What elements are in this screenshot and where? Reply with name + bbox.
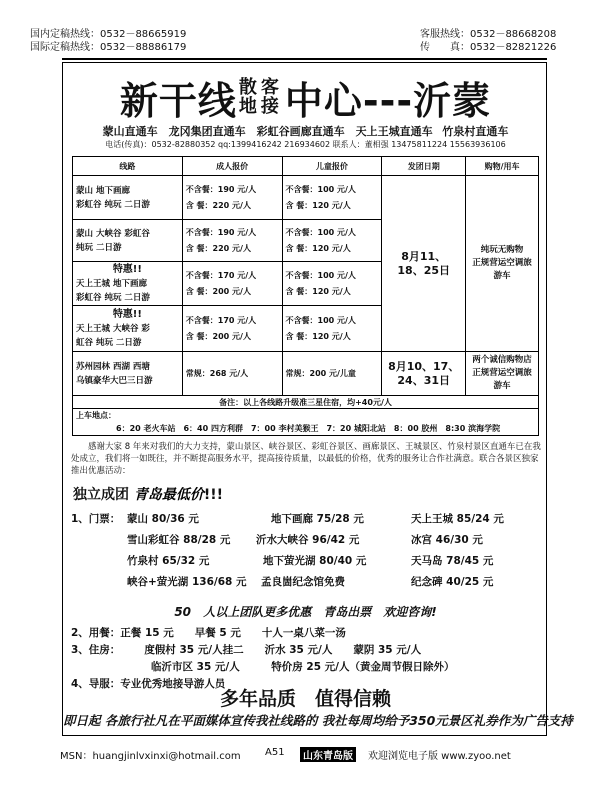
header-child: 儿童报价 bbox=[282, 157, 382, 176]
pickup-label: 上车地点： bbox=[76, 411, 116, 420]
price-line: 含 餐：120 元/人 bbox=[285, 331, 351, 341]
price-line: 含 餐：220 元/人 bbox=[185, 200, 251, 210]
shopping-cell bbox=[466, 352, 539, 396]
route-line: 蒙山 大峡谷 彩虹谷 bbox=[76, 228, 150, 239]
header-shop: 购物/用车 bbox=[466, 157, 539, 176]
stay-label: 3、住房： bbox=[71, 644, 121, 656]
ticket-prices bbox=[71, 511, 541, 595]
child-price-cell: 常规：200 元/儿童 bbox=[282, 352, 382, 396]
price-line: 含 餐：220 元/人 bbox=[185, 243, 251, 253]
child-price-cell bbox=[282, 306, 382, 352]
ticket-label: 1、门票： bbox=[71, 513, 121, 525]
header-route: 线路 bbox=[73, 157, 183, 176]
intro-paragraph: 感谢大家 8 年来对我们的大力支持，蒙山景区、峡谷景区、彩虹谷景区、画廊景区、王城景区、竹泉村景区直通车已在我处成立，我们将一如既往，并不断提高服务水平，提高接待质量，以最低的价格，优秀的服务让合作社满意。联合各景区独家推出优惠活动： bbox=[71, 442, 541, 476]
price-line: 不含餐：190 元/人 bbox=[185, 184, 257, 194]
ticket-item: 天马岛 78/45 元 bbox=[411, 555, 494, 567]
price-line: 不含餐：100 元/人 bbox=[285, 184, 356, 194]
banner-tail: !!! bbox=[203, 487, 224, 503]
title-stack bbox=[239, 78, 283, 116]
route-line: 苏州园林 西湖 西塘 bbox=[76, 361, 150, 372]
route-cell bbox=[73, 262, 183, 306]
quality-slogan: 多年品质 值得信赖 bbox=[219, 688, 391, 710]
ticket-item: 峡谷+萤光湖 136/68 元 bbox=[127, 576, 247, 588]
route-line: 蒙山 地下画廊 bbox=[76, 185, 130, 196]
table-note: 备注：以上各线路升级准三星住宿，均+40元/人 bbox=[73, 396, 539, 409]
lowest-price-banner bbox=[73, 484, 223, 504]
service-hotline: 客服热线：0532－88668208 bbox=[420, 29, 557, 40]
stay-detail: 度假村 35 元/人挂二 沂水 35 元/人 蒙阴 35 元/人 bbox=[144, 644, 422, 656]
price-line: 不含餐：100 元/人 bbox=[285, 270, 356, 280]
price-line: 含 餐：200 元/人 bbox=[185, 286, 251, 296]
website-link[interactable]: 欢迎浏览电子版 www.zyoo.net bbox=[368, 751, 511, 762]
ticket-line bbox=[71, 553, 541, 574]
domestic-hotlines bbox=[30, 28, 186, 54]
table-row bbox=[73, 352, 539, 396]
route-cell bbox=[73, 306, 183, 352]
services-list bbox=[71, 625, 541, 693]
price-table bbox=[72, 156, 539, 436]
adult-price-cell bbox=[182, 306, 282, 352]
ticket-item: 冰宫 46/30 元 bbox=[411, 534, 483, 546]
route-cell bbox=[73, 176, 183, 220]
child-price-cell bbox=[282, 262, 382, 306]
price-line: 含 餐：200 元/人 bbox=[185, 331, 251, 341]
route-list: 蒙山直通车 龙冈集团直通车 彩虹谷画廊直通车 天上王城直通车 竹泉村直通车 bbox=[102, 125, 509, 138]
banner-lead: 独立成团 bbox=[73, 487, 129, 503]
ticket-item: 雪山彩虹谷 88/28 元 bbox=[127, 534, 231, 546]
header-date: 发团日期 bbox=[382, 157, 466, 176]
route-line: 天上王城 大峡谷 彩 bbox=[76, 323, 150, 334]
shop-line: 正规营运空调旅游车 bbox=[472, 258, 532, 281]
adult-price-cell bbox=[182, 262, 282, 306]
special-offer-tag: 特惠!! bbox=[112, 308, 142, 320]
banner-highlight: 青岛最低价 bbox=[133, 487, 204, 503]
route-cell bbox=[73, 352, 183, 396]
top-divider bbox=[62, 58, 547, 60]
child-price-cell bbox=[282, 220, 382, 262]
price-line: 不含餐：100 元/人 bbox=[285, 315, 356, 325]
special-offer-tag: 特惠!! bbox=[112, 263, 142, 275]
note-row bbox=[73, 396, 539, 409]
adult-price-cell bbox=[182, 176, 282, 220]
stay-line-2: 临沂市区 35 元/人 特价房 25 元/人（黄金周节假日除外） bbox=[151, 661, 455, 673]
ticket-item: 地下萤光湖 80/40 元 bbox=[263, 555, 367, 567]
ticket-line bbox=[71, 574, 541, 595]
departure-date-cell bbox=[382, 176, 466, 352]
title-right: 中心---沂蒙 bbox=[284, 78, 492, 123]
ticket-item: 竹泉村 65/32 元 bbox=[127, 555, 210, 567]
adult-price-cell bbox=[182, 220, 282, 262]
ad-support-notice: 即日起 各旅行社凡在平面媒体宣传我社线路的 我社每周均给予350元景区礼券作为广告支持 bbox=[63, 713, 573, 728]
station-row bbox=[73, 409, 539, 436]
page-title bbox=[63, 71, 548, 123]
title-left: 新干线 bbox=[119, 78, 237, 123]
child-price-cell bbox=[282, 176, 382, 220]
table-row bbox=[73, 176, 539, 220]
ticket-item: 孟良崮纪念馆免费 bbox=[261, 576, 345, 588]
route-line: 乌镇豪华大巴三日游 bbox=[76, 375, 153, 386]
route-line: 纯玩 二日游 bbox=[76, 242, 122, 253]
shop-line: 两个诚信购物店 bbox=[472, 355, 532, 365]
adult-price-cell: 常规：268 元/人 bbox=[182, 352, 282, 396]
price-line: 不含餐：170 元/人 bbox=[185, 270, 257, 280]
page-number: A51 bbox=[265, 747, 285, 758]
date-line: 8月11、 bbox=[401, 249, 447, 263]
ticket-item: 纪念碑 40/25 元 bbox=[411, 576, 494, 588]
msn-contact: MSN：huangjinlvxinxi@hotmail.com bbox=[60, 751, 241, 762]
ticket-item: 蒙山 80/36 元 bbox=[127, 513, 199, 525]
stay-line bbox=[71, 642, 541, 659]
ticket-item: 沂水大峡谷 96/42 元 bbox=[256, 534, 360, 546]
price-line: 含 餐：120 元/人 bbox=[285, 243, 351, 253]
pickup-cell bbox=[73, 409, 539, 436]
route-cell bbox=[73, 220, 183, 262]
meal-line: 2、用餐：正餐 15 元 早餐 5 元 十人一桌八菜一汤 bbox=[71, 627, 346, 639]
ticket-item: 地下画廊 75/28 元 bbox=[271, 513, 364, 525]
price-line: 不含餐：170 元/人 bbox=[185, 315, 257, 325]
date-line: 8月10、17、 bbox=[388, 359, 460, 373]
domestic-hotline: 国内定稿热线：0532－88665919 bbox=[30, 29, 187, 40]
price-line: 含 餐：120 元/人 bbox=[285, 286, 351, 296]
ad-frame bbox=[62, 62, 573, 736]
shop-line: 纯玩无购物 bbox=[480, 245, 524, 255]
header-adult: 成人报价 bbox=[182, 157, 282, 176]
price-line: 含 餐：120 元/人 bbox=[285, 200, 351, 210]
price-line: 不含餐：100 元/人 bbox=[285, 227, 356, 237]
price-line: 不含餐：190 元/人 bbox=[185, 227, 257, 237]
table-header-row bbox=[73, 157, 539, 176]
title-stack-bottom: 地接 bbox=[238, 96, 283, 117]
date-line: 24、31日 bbox=[397, 373, 451, 387]
ticket-line bbox=[71, 511, 541, 532]
service-hotlines bbox=[420, 28, 556, 54]
group-promo: 50 人以上团队更多优惠 青岛出票 欢迎咨询! bbox=[174, 605, 437, 619]
route-line: 虹谷 纯玩 二日游 bbox=[76, 337, 142, 348]
edition-badge: 山东青岛版 bbox=[300, 747, 356, 762]
ticket-item: 天上王城 85/24 元 bbox=[411, 513, 504, 525]
date-line: 18、25日 bbox=[397, 263, 451, 277]
pickup-stations: 6：20 老火车站 6：40 四方利群 7：00 李村美猴王 7：20 城阳北站 8：00 胶州 8:30 滨海学院 bbox=[116, 424, 501, 433]
guide-line: 4、导服：专业优秀地接导游人员 bbox=[71, 678, 226, 690]
ticket-line bbox=[71, 532, 541, 553]
intl-hotline: 国际定稿热线：0532－88886179 bbox=[30, 42, 187, 53]
fax-number: 传 真：0532－82821226 bbox=[420, 42, 557, 53]
route-line: 彩虹谷 纯玩 二日游 bbox=[76, 199, 150, 210]
title-stack-top: 散客 bbox=[238, 77, 283, 98]
route-line: 天上王城 地下画廊 bbox=[76, 278, 147, 289]
shop-line: 正规营运空调旅游车 bbox=[472, 368, 532, 391]
route-line: 彩虹谷 纯玩 二日游 bbox=[76, 292, 150, 303]
departure-date-cell bbox=[382, 352, 466, 396]
shopping-cell bbox=[466, 176, 539, 352]
contact-line: 电话(传真)：0532-82880352 qq:1399416242 216934602 联系人：董相强 13475811224 15563936106 bbox=[105, 140, 506, 149]
